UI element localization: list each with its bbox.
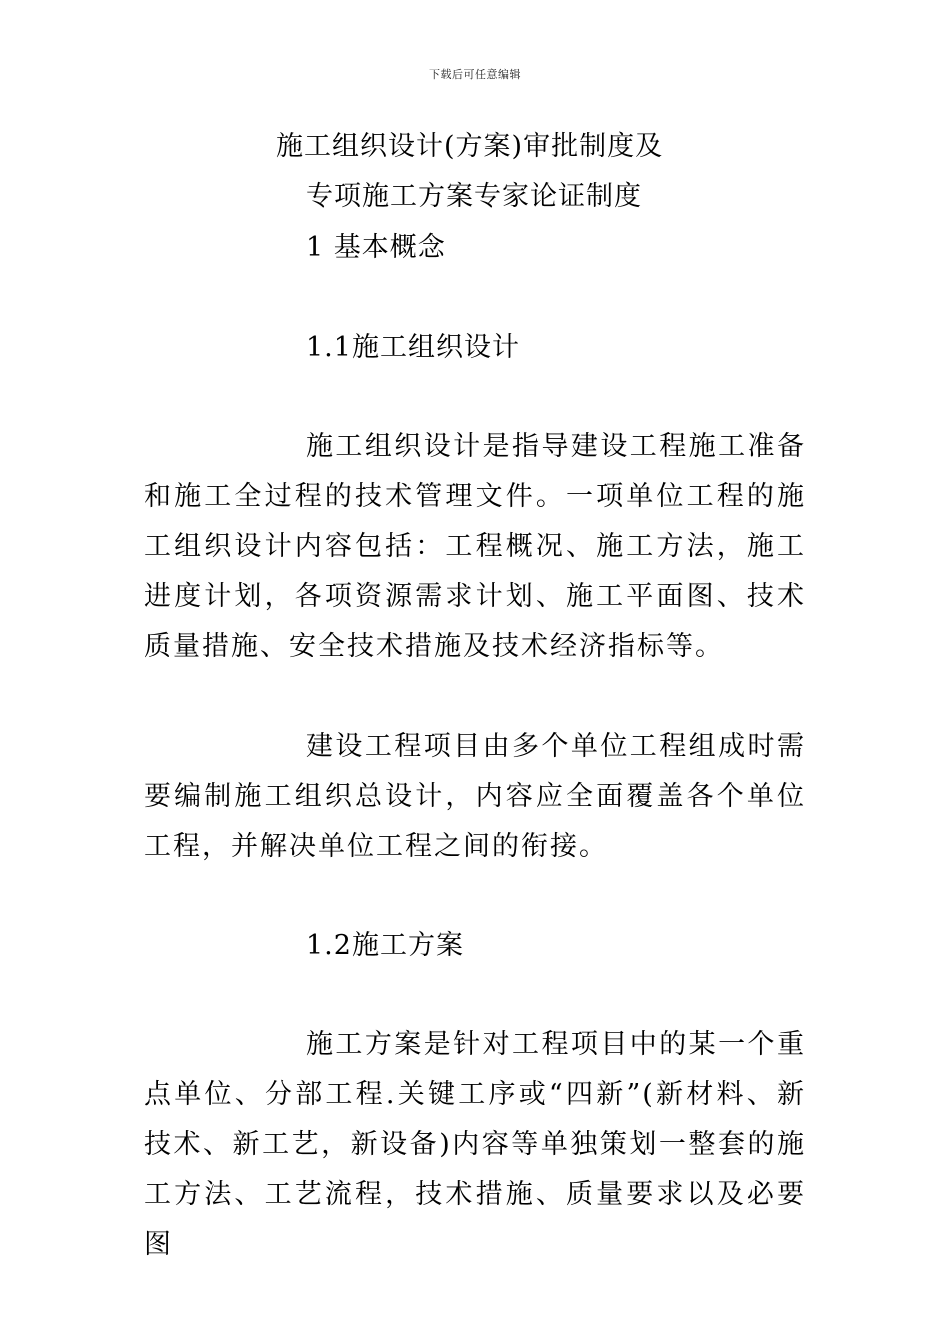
section-1-2-heading: 1.2施工方案 xyxy=(306,930,464,961)
header-note: 下载后可任意编辑 xyxy=(429,68,521,81)
section-1-1-heading: 1.1施工组织设计 xyxy=(306,332,520,363)
title-line-2: 专项施工方案专家论证制度 xyxy=(306,181,642,212)
section-1-heading: 1 基本概念 xyxy=(306,232,446,263)
paragraph-3: 施工方案是针对工程项目中的某一个重点单位、分部工程.关键工序或“四新”(新材料、新技术、新工艺，新设备)内容等单独策划一整套的施工方法、工艺流程，技术措施、质量要求以及必要图 xyxy=(144,1029,806,1260)
paragraph-1: 施工组织设计是指导建设工程施工准备和施工全过程的技术管理文件。一项单位工程的施工组织设计内容包括：工程概况、施工方法，施工进度计划，各项资源需求计划、施工平面图、技术质量措施、安全技术措施及技术经济指标等。 xyxy=(144,431,806,662)
paragraph-2: 建设工程项目由多个单位工程组成时需要编制施工组织总设计，内容应全面覆盖各个单位工程，并解决单位工程之间的衔接。 xyxy=(144,731,806,862)
title-line-1: 施工组织设计(方案)审批制度及 xyxy=(276,131,664,162)
